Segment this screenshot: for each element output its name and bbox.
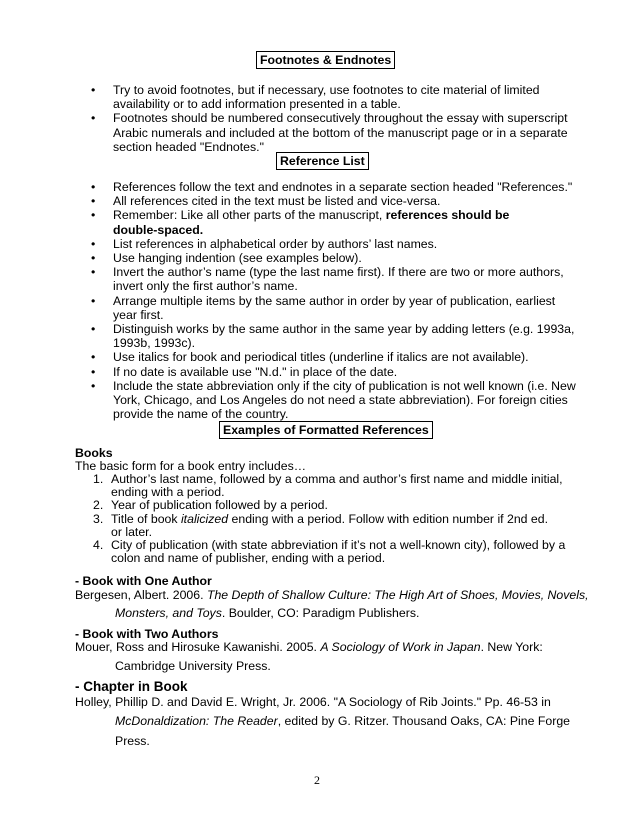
page-number: 2 (314, 773, 320, 787)
examples-heading: Examples of Formatted References (219, 421, 433, 439)
list-item: • Distinguish works by the same author in the same year by adding letters (e.g. 1993a, 1993b, 1993c). (91, 322, 575, 351)
list-item: • List references in alphabetical order by authors’ last names. (91, 236, 438, 251)
list-item: 2. Year of publication followed by a period. (93, 498, 328, 513)
list-item: • Arrange multiple items by the same author in order by year of publication, earliest year first. (91, 293, 556, 322)
bullet-icon: • (91, 293, 96, 308)
list-item: • Use hanging indention (see examples below). (91, 251, 362, 266)
one-author-reference-line2: Monsters, and Toys. Boulder, CO: Paradigm Publishers. (115, 606, 420, 620)
list-item: • Include the state abbreviation only if the city of publication is not well known (i.e. New York, Chicago, and Los Angeles do not need a state abbreviation). For foreign cities provide the name of the country. (91, 378, 576, 422)
footnotes-bullet-list (0, 83, 568, 154)
bullet-icon: • (91, 83, 96, 97)
chapter-reference-line1: Holley, Phillip D. and David E. Wright, Jr. 2006. "A Sociology of Rib Joints." Pp. 46-53 in (75, 695, 551, 709)
list-item: • All references cited in the text must be listed and vice-versa. (91, 194, 441, 209)
chapter-section-title: - Chapter in Book (75, 679, 188, 694)
books-intro: The basic form for a book entry includes… (75, 459, 307, 473)
emphasis-text: double-spaced. (113, 222, 204, 237)
bullet-icon: • (91, 378, 96, 393)
bullet-icon: • (91, 364, 96, 379)
bullet-icon: • (91, 322, 96, 337)
list-item: • References follow the text and endnotes in a separate section headed "References." (91, 180, 573, 194)
list-item: • Use italics for book and periodical titles (underline if italics are not available). (91, 350, 529, 365)
bullet-icon: • (91, 236, 96, 251)
bullet-icon: • (91, 265, 96, 280)
bullet-icon: • (91, 251, 96, 266)
emphasis-text: references should be (385, 208, 510, 223)
bullet-icon: • (91, 350, 96, 365)
two-authors-reference-line2: Cambridge University Press. (115, 659, 271, 673)
book-entry-list (0, 473, 565, 565)
list-item: • Try to avoid footnotes, but if necessary, use footnotes to cite material of limited availability or to add information presented in a table. (91, 83, 540, 112)
chapter-reference-line3: Press. (115, 734, 150, 748)
books-section-title: Books (75, 446, 113, 460)
footnotes-heading: Footnotes & Endnotes (256, 51, 395, 69)
two-authors-section-title: - Book with Two Authors (75, 627, 219, 641)
list-item: 3. Title of book italicized ending with a period. Follow with edition number if 2nd ed. or later. (93, 511, 549, 539)
two-authors-reference-line1: Mouer, Ross and Hirosuke Kawanishi. 2005. A Sociology of Work in Japan. New York: (75, 640, 543, 654)
reference-list-heading: Reference List (276, 152, 369, 170)
bullet-icon: • (91, 111, 96, 126)
list-item: • Invert the author’s name (type the last name first). If there are two or more authors, invert only the first author’s name. (91, 265, 564, 294)
reference-bullet-list (0, 180, 576, 421)
bullet-icon: • (91, 194, 96, 209)
one-author-section-title: - Book with One Author (75, 574, 212, 588)
list-item: • Footnotes should be numbered consecutively throughout the essay with superscript Arabic numerals and included at the bottom of the manuscript page or in a separate section headed "Endnotes." (91, 111, 568, 154)
bullet-icon: • (91, 208, 96, 223)
one-author-reference-line1: Bergesen, Albert. 2006. The Depth of Shallow Culture: The High Art of Shoes, Movies, Novels, (75, 588, 589, 602)
bullet-icon: • (91, 180, 96, 194)
chapter-reference-line2: McDonaldization: The Reader, edited by G. Ritzer. Thousand Oaks, CA: Pine Forge (115, 714, 570, 728)
list-item: 1. Author’s last name, followed by a comma and author’s first name and middle initial, ending with a period. (93, 472, 563, 500)
list-item: • Remember: Like all other parts of the manuscript, references should be double-spaced. (91, 208, 510, 237)
list-item: • If no date is available use "N.d." in place of the date. (91, 364, 398, 379)
list-item: 4. City of publication (with state abbreviation if it’s not a well-known city), followed by a colon and name of publisher, ending with a period. (93, 538, 566, 566)
